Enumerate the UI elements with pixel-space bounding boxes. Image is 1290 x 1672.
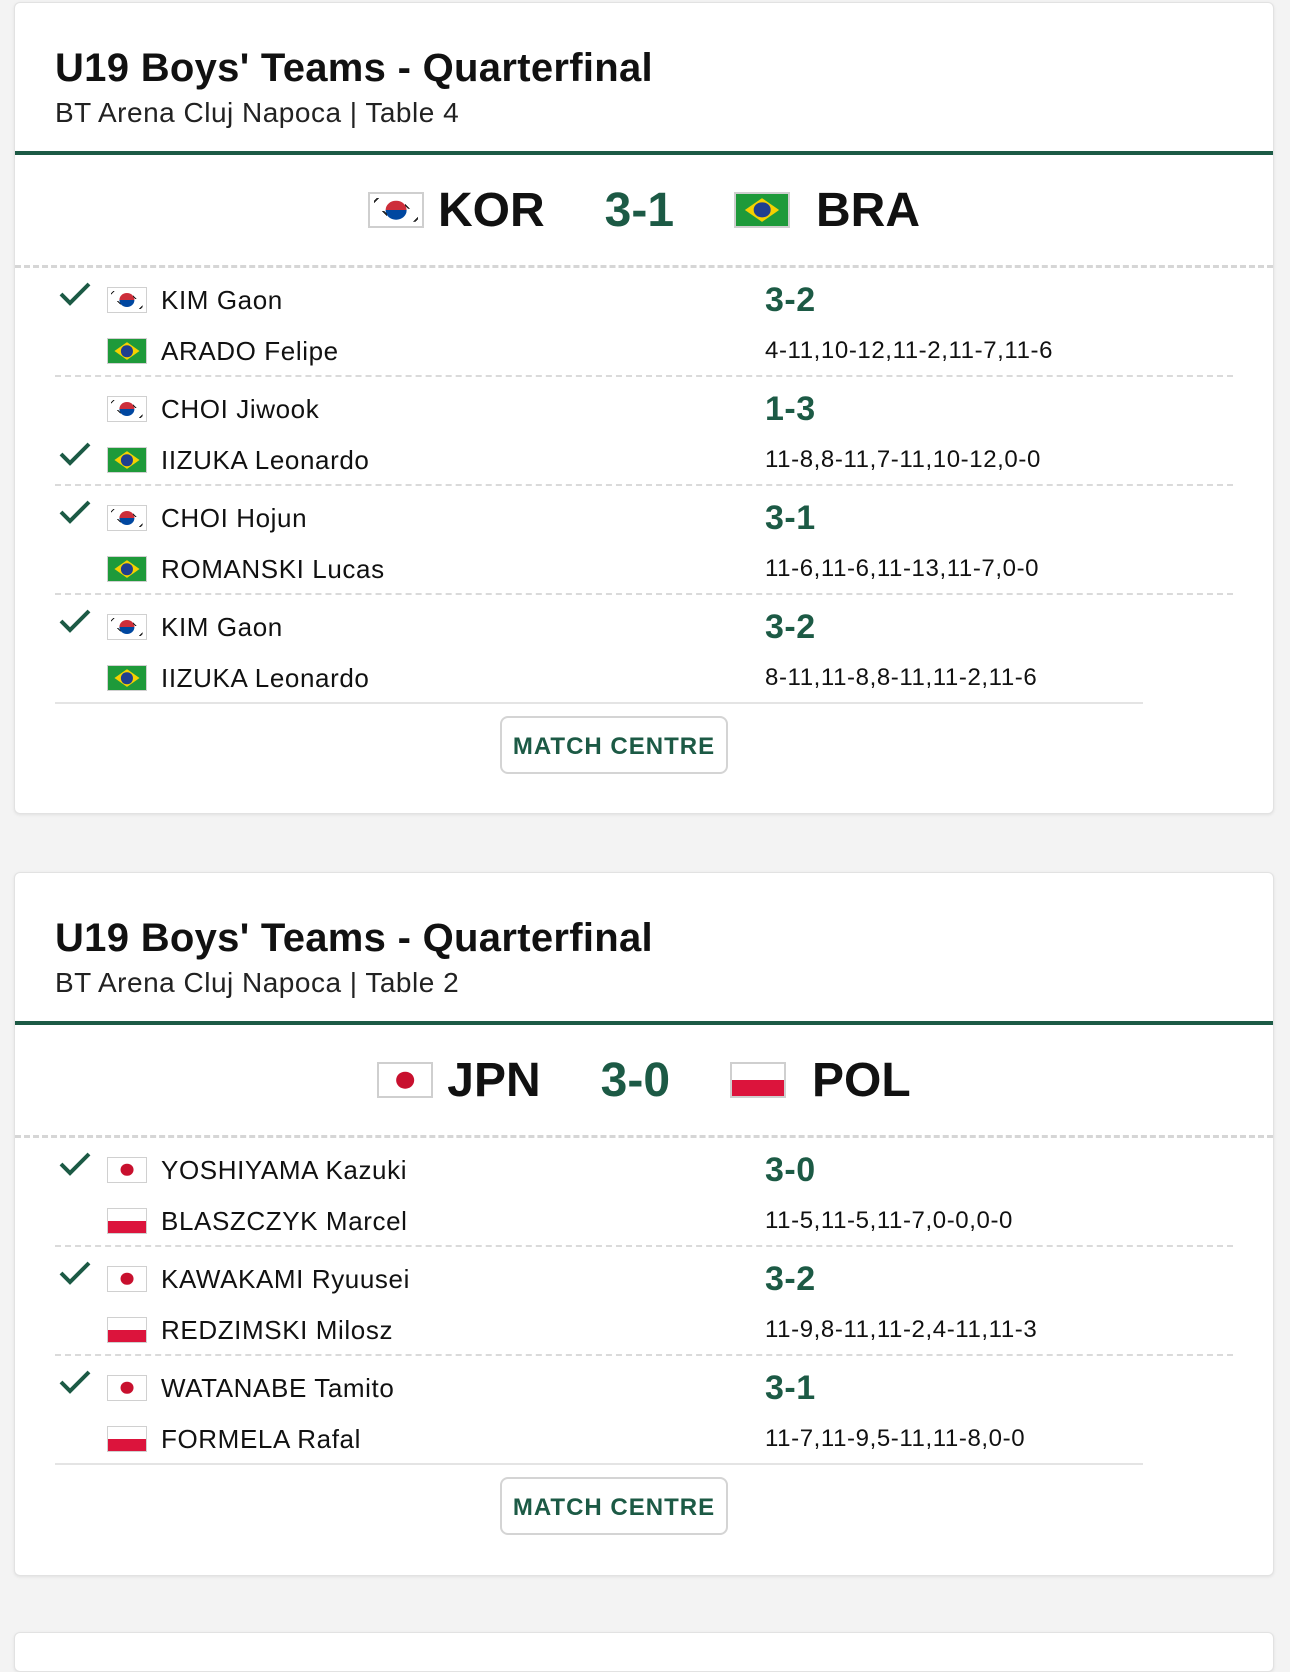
match-result: 3-2 xyxy=(765,281,816,319)
match-result: 3-2 xyxy=(765,1260,816,1298)
player-name: WATANABE Tamito xyxy=(161,1372,395,1403)
team-scoreline xyxy=(15,1025,1273,1138)
brazil-flag-icon xyxy=(107,556,147,582)
card-header xyxy=(15,3,1273,155)
event-title: U19 Boys' Teams - Quarterfinal xyxy=(55,46,653,90)
individual-matches xyxy=(15,1138,1273,1465)
brazil-flag-icon xyxy=(107,665,147,691)
player-name: REDZIMSKI Milosz xyxy=(161,1314,394,1345)
game-scores: 8-11,11-8,8-11,11-2,11-6 xyxy=(765,664,1038,691)
japan-flag-icon xyxy=(107,1375,147,1401)
player-name: KIM Gaon xyxy=(161,284,283,315)
individual-matches xyxy=(15,268,1273,704)
player-name: CHOI Jiwook xyxy=(161,393,320,424)
away-team-code: BRA xyxy=(816,183,921,237)
winner-check-icon xyxy=(55,440,95,480)
match-card-jpn-pol xyxy=(14,872,1274,1576)
team-score: 3-0 xyxy=(600,1053,671,1107)
home-team xyxy=(368,183,545,238)
player-name: KAWAKAMI Ryuusei xyxy=(161,1263,410,1294)
home-team xyxy=(377,1053,540,1108)
game-scores: 11-5,11-5,11-7,0-0,0-0 xyxy=(765,1207,1014,1234)
next-match-card xyxy=(14,1632,1274,1672)
poland-flag-icon xyxy=(107,1426,147,1452)
korea-flag-icon xyxy=(107,614,147,640)
japan-flag-icon xyxy=(107,1157,147,1183)
winner-check-icon xyxy=(55,607,95,647)
match-centre-button[interactable]: MATCH CENTRE xyxy=(500,716,728,774)
match-row xyxy=(55,1356,1143,1465)
game-scores: 11-6,11-6,11-13,11-7,0-0 xyxy=(765,555,1040,582)
game-scores: 11-8,8-11,7-11,10-12,0-0 xyxy=(765,446,1041,473)
game-scores: 11-7,11-9,5-11,11-8,0-0 xyxy=(765,1425,1026,1452)
match-card-kor-bra xyxy=(14,2,1274,814)
event-title: U19 Boys' Teams - Quarterfinal xyxy=(55,916,653,960)
player-name: YOSHIYAMA Kazuki xyxy=(161,1154,408,1185)
venue-label: BT Arena Cluj Napoca | Table 2 xyxy=(55,967,460,998)
winner-check-icon xyxy=(55,280,95,320)
poland-flag-icon xyxy=(107,1317,147,1343)
match-row xyxy=(55,1247,1233,1356)
brazil-flag-icon xyxy=(107,338,147,364)
korea-flag-icon xyxy=(107,287,147,313)
match-row xyxy=(55,486,1233,595)
match-result: 3-0 xyxy=(765,1151,816,1189)
match-result: 3-2 xyxy=(765,608,816,646)
match-row xyxy=(55,595,1143,704)
home-team-code: KOR xyxy=(437,183,545,237)
brazil-flag-icon xyxy=(734,192,790,228)
match-result: 1-3 xyxy=(765,390,816,428)
game-scores: 4-11,10-12,11-2,11-7,11-6 xyxy=(765,337,1054,364)
winner-check-icon xyxy=(55,1150,95,1190)
away-team xyxy=(734,183,920,238)
winner-check-icon xyxy=(55,498,95,538)
match-result: 3-1 xyxy=(765,499,816,537)
team-scoreline xyxy=(15,155,1273,268)
brazil-flag-icon xyxy=(107,447,147,473)
player-name: IIZUKA Leonardo xyxy=(161,662,370,693)
match-row xyxy=(55,1138,1233,1247)
match-row xyxy=(55,268,1233,377)
japan-flag-icon xyxy=(377,1062,433,1098)
player-name: KIM Gaon xyxy=(161,611,283,642)
game-scores: 11-9,8-11,11-2,4-11,11-3 xyxy=(765,1316,1038,1343)
korea-flag-icon xyxy=(107,505,147,531)
poland-flag-icon xyxy=(730,1062,786,1098)
japan-flag-icon xyxy=(107,1266,147,1292)
match-centre-button[interactable]: MATCH CENTRE xyxy=(500,1477,728,1535)
korea-flag-icon xyxy=(368,192,424,228)
match-row xyxy=(55,377,1233,486)
player-name: CHOI Hojun xyxy=(161,502,308,533)
winner-check-icon xyxy=(55,1368,95,1408)
player-name: FORMELA Rafal xyxy=(161,1423,361,1454)
venue-label: BT Arena Cluj Napoca | Table 4 xyxy=(55,97,460,128)
winner-check-icon xyxy=(55,1259,95,1299)
match-result: 3-1 xyxy=(765,1369,816,1407)
team-score: 3-1 xyxy=(604,183,675,237)
player-name: ARADO Felipe xyxy=(161,335,339,366)
away-team xyxy=(730,1053,911,1108)
korea-flag-icon xyxy=(107,396,147,422)
away-team-code: POL xyxy=(812,1053,911,1107)
player-name: IIZUKA Leonardo xyxy=(161,444,370,475)
poland-flag-icon xyxy=(107,1208,147,1234)
home-team-code: JPN xyxy=(447,1053,541,1107)
player-name: ROMANSKI Lucas xyxy=(161,553,385,584)
card-header xyxy=(15,873,1273,1025)
player-name: BLASZCZYK Marcel xyxy=(161,1205,408,1236)
